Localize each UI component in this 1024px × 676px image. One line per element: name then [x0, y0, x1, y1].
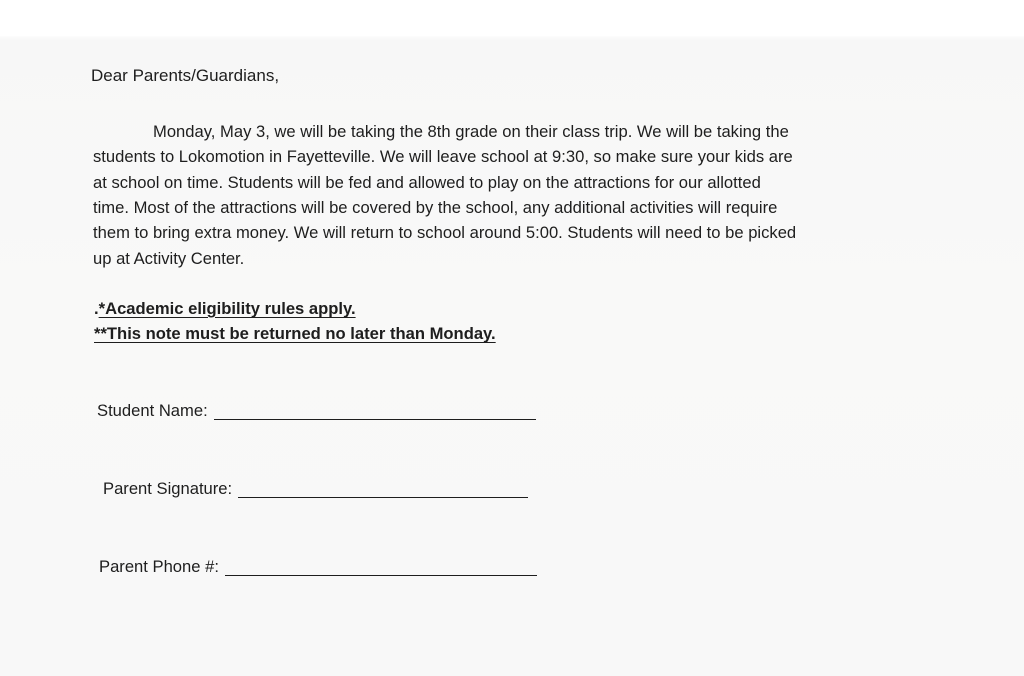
body-line-5: them to bring extra money. We will return to school around 5:00. Students will need to be picked — [93, 223, 797, 242]
parent-signature-field — [103, 478, 528, 500]
parent-signature-label: Parent Signature: — [103, 479, 233, 498]
student-name-field — [97, 400, 536, 422]
return-deadline-note-text: **This note must be returned no later than Monday. — [94, 324, 496, 343]
parent-phone-field — [99, 556, 537, 578]
body-line-3: at school on time. Students will be fed and allowed to play on the attractions for our allotted — [93, 173, 761, 192]
body-line-2: students to Lokomotion in Fayetteville. We will leave school at 9:30, so make sure your kids are — [93, 147, 793, 166]
return-deadline-note — [94, 323, 496, 345]
eligibility-note-text: *Academic eligibility rules apply. — [98, 299, 356, 318]
parent-phone-blank[interactable] — [225, 575, 537, 576]
body-line-1: Monday, May 3, we will be taking the 8th grade on their class trip. We will be taking the — [153, 122, 789, 141]
student-name-blank[interactable] — [214, 419, 536, 420]
eligibility-note — [94, 298, 356, 320]
parent-signature-blank[interactable] — [238, 497, 528, 498]
letter-greeting: Dear Parents/Guardians, — [91, 66, 280, 85]
parent-phone-label: Parent Phone #: — [99, 557, 219, 576]
paper-top-edge — [0, 0, 1024, 36]
eligibility-note-prefix: . — [94, 299, 99, 318]
body-line-6: up at Activity Center. — [93, 249, 245, 268]
student-name-label: Student Name: — [97, 401, 208, 420]
body-line-4: time. Most of the attractions will be covered by the school, any additional activities will require — [93, 198, 778, 217]
